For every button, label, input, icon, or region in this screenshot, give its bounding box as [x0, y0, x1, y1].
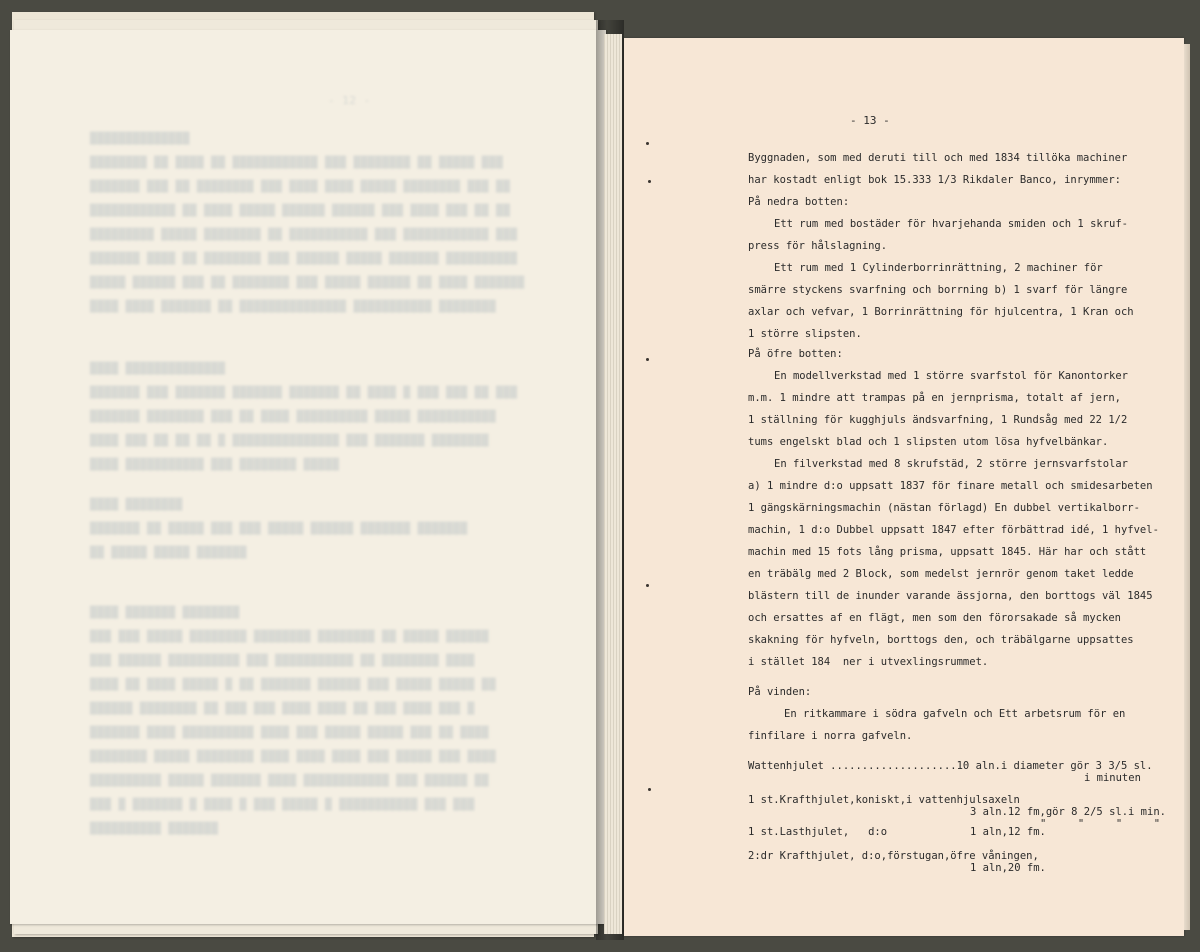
text-line: blästern till de inunder varande ässjorna, den borttogs väl 1845 [748, 590, 1153, 602]
table-row-label: 2:dr Krafthjulet, d:o,förstugan,öfre våningen, [748, 850, 1039, 862]
right-page [624, 38, 1184, 936]
text-line: axlar och vefvar, 1 Borrinrättning för hjulcentra, 1 Kran och [748, 306, 1134, 318]
binding-hole [648, 788, 651, 791]
binding-hole [646, 584, 649, 587]
bleed-through-text: - 12 - ██████████████ ████████ ██ ████ ██ ████████████ ███ ████████ ██ █████ ███ ███████ ███ ██ ████████ ███ ████ ████ █████ ████████ ███ ██ ████████████ ██ ████ █████ ██████ ██████ ███ ████ ███ ██ ██ █████████ █████ ████████ ██ ███████████ ███ ████████████ ███ ███████ ████ ██ ████████ ███ ██████ █████ ███████ ██████████ █████ ██████ ███ ██ ████████ ███ █████ ██████ ██ ████ ███████ ████ ████ ███████ ██ ███████████████ ███████████ ████████ ████ ██████████████ ███████ ███ ███████ ███████ ███████ ██ ████ █ ███ ███ ██ ███ ███████ ████████ ███ ██ ████ ██████████ █████ ███████████ ████ ███ ██ ██ ██ █ ███████████████ ███ ███████ ████████ ████ ███████████ ███ ████████ █████ ████ ████████ ███████ ██ █████ ███ ███ █████ ██████ ███████ ███████ ██ █████ █████ ███████ ████ ███████ ████████ ███ ███ █████ ████████ ████████ ████████ ██ █████ ██████ ███ ██████ ██████████ ███ ███████████ ██ ████████ ████ ████ ██ ████ █████ █ ██ ███████ ██████ ███ █████ █████ ██ ██████ ████████ ██ ███ ███ ████ ████ ██ ███ ████ ███ █ ███████ ████ ██████████ ████ ███ █████ █████ ███ ██ ████ ████████ █████ ████████ ████ ████ ████ ███ █████ ███ ████ ██████████ █████ ███████ ████ ████████████ ███ ██████ ██ ███ █ ███████ █ ████ █ ███ █████ █ ███████████ ███ ███ ██████████ ███████ [90, 94, 525, 835]
text-line: smärre styckens svarfning och borrning b) 1 svarf för längre [748, 284, 1128, 296]
binding-hole [646, 142, 649, 145]
text-line: en träbälg med 2 Block, som medelst jernrör genom taket ledde [748, 568, 1134, 580]
section-heading: På nedra botten: [748, 196, 850, 208]
table-row-label: 1 st.Lasthjulet, d:o [748, 826, 888, 838]
page-edges [604, 34, 622, 934]
table-row-sub: 1 aln,20 fm. [970, 862, 1046, 874]
text-line: finfilare i norra gafveln. [748, 730, 913, 742]
table-row-sub: 3 aln.12 fm,gör 8 2/5 sl.i min. [970, 806, 1166, 818]
text-line: skakning för hyfveln, borttogs den, och träbälgarne uppsattes [748, 634, 1134, 646]
text-line: m.m. 1 mindre att trampas på en jernprisma, totalt af jern, [748, 392, 1121, 404]
table-row-value: 1 aln,12 fm. [970, 826, 1046, 838]
text-line: 1 gängskärningsmachin (nästan förlagd) En dubbel vertikalborr- [748, 502, 1140, 514]
table-row-label: 1 st.Krafthjulet,koniskt,i vattenhjulsaxeln [748, 794, 1020, 806]
table-row-sub: i minuten [1084, 772, 1141, 784]
table-row-ditto: " " " " [1040, 818, 1161, 830]
page-number: - 13 - [850, 114, 890, 127]
binding-hole [648, 180, 651, 183]
text-line: machin, 1 d:o Dubbel uppsatt 1847 efter förbättrad idé, 1 hyfvel- [748, 524, 1159, 536]
text-line: En ritkammare i södra gafveln och Ett arbetsrum för en [784, 708, 1126, 720]
text-line: a) 1 mindre d:o uppsatt 1837 för finare metall och smidesarbeten [748, 480, 1153, 492]
text-line: En modellverkstad med 1 större svarfstol för Kanontorker [774, 370, 1129, 382]
text-line: i stället 184 ner i utvexlingsrummet. [748, 656, 989, 668]
text-line: machin med 15 fots lång prisma, uppsatt 1845. Här har och stått [748, 546, 1147, 558]
right-page-edge [1184, 44, 1190, 930]
left-page-number: - 12 - [328, 94, 371, 107]
table-row-label: Wattenhjulet ....................10 aln.i diameter gör 3 3/5 sl. [748, 760, 1153, 772]
binding-hole [646, 358, 649, 361]
text-line: Ett rum med 1 Cylinderborrinrättning, 2 machiner för [774, 262, 1103, 274]
text-line: och ersattes af en flägt, men som den förorsakade så mycken [748, 612, 1121, 624]
text-line: 1 ställning för kugghjuls ändsvarfning, 1 Rundsåg med 22 1/2 [748, 414, 1128, 426]
text-line: tums engelskt blad och 1 slipsten utom lösa hyfvelbänkar. [748, 436, 1109, 448]
text-line: Ett rum med bostäder för hvarjehanda smiden och 1 skruf- [774, 218, 1129, 230]
text-line: 1 större slipsten. [748, 328, 862, 340]
section-heading: På vinden: [748, 686, 812, 698]
text-line: Byggnaden, som med deruti till och med 1834 tillöka machiner [748, 152, 1128, 164]
section-heading: På öfre botten: [748, 348, 843, 360]
text-line: En filverkstad med 8 skrufstäd, 2 större jernsvarfstolar [774, 458, 1129, 470]
text-line: press för hålslagning. [748, 240, 888, 252]
text-line: har kostadt enligt bok 15.333 1/3 Rikdaler Banco, inrymmer: [748, 174, 1121, 186]
